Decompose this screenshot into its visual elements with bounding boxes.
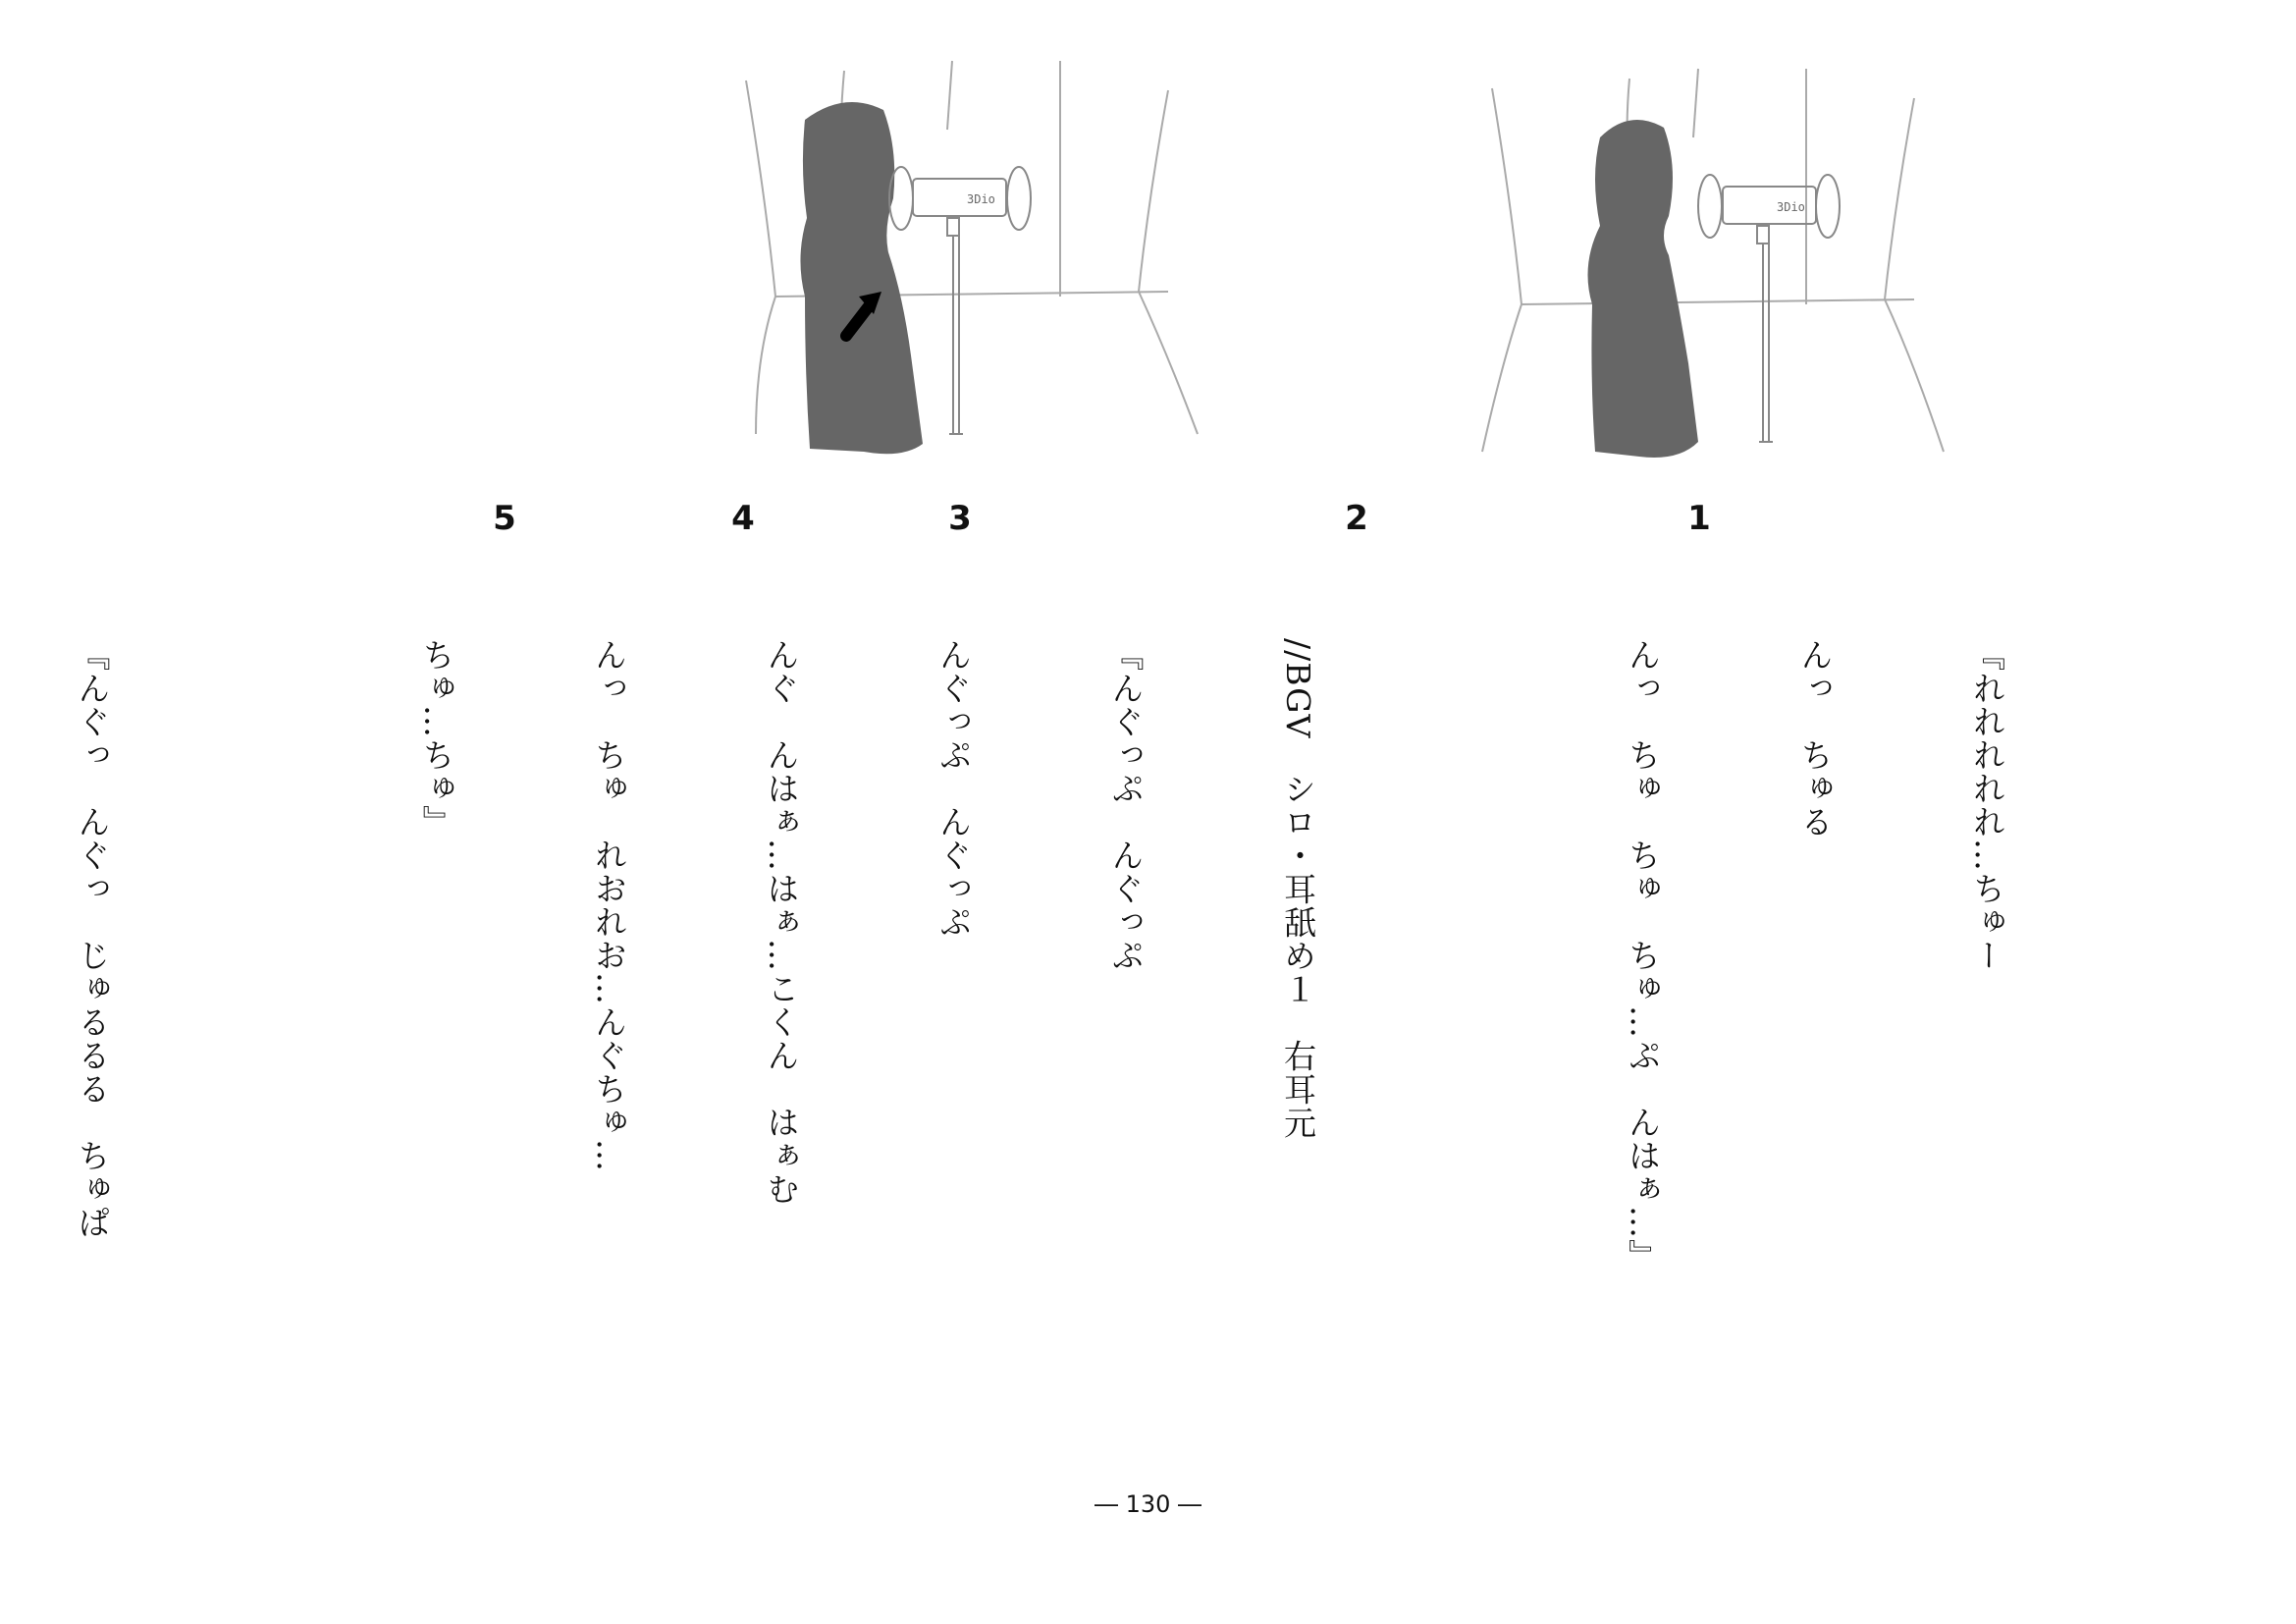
illustration-panel-1 [1482, 69, 1934, 471]
script-line: 『れれれれれ…ちゅー [1968, 638, 2006, 972]
column-number-5: 5 [493, 499, 516, 538]
script-line: ちゅ…ちゅ』 [417, 638, 456, 839]
illustration-panel-2 [736, 61, 1188, 463]
column-number-2: 2 [1345, 499, 1368, 538]
script-line: んぐ んはぁ…はぁ…こくん はぁむ [762, 638, 801, 1206]
device-label: 3Dio [967, 192, 995, 206]
script-line: んっ ちゅる [1795, 638, 1835, 839]
script-line: 『んぐっ んぐっ じゅるるる ちゅぱ [73, 638, 112, 1239]
column-number-1: 1 [1687, 499, 1711, 538]
device-label: 3Dio [1777, 200, 1805, 214]
script-line: んっ ちゅ ちゅ ちゅ…ぷ んはぁ…』 [1624, 638, 1662, 1272]
script-line: んぐっぷ んぐっぷ [934, 638, 973, 939]
column-number-4: 4 [731, 499, 755, 538]
script-line: //BGV シロ・耳舐め１ 右耳元 [1279, 638, 1317, 1140]
script-line: 『んぐっぷ んぐっぷ [1106, 638, 1146, 972]
script-line: んっ ちゅ れおれお…んぐちゅ… [590, 638, 628, 1172]
column-number-3: 3 [948, 499, 972, 538]
script-text [73, 638, 2130, 1306]
page-number: ― 130 ― [1094, 1490, 1202, 1518]
